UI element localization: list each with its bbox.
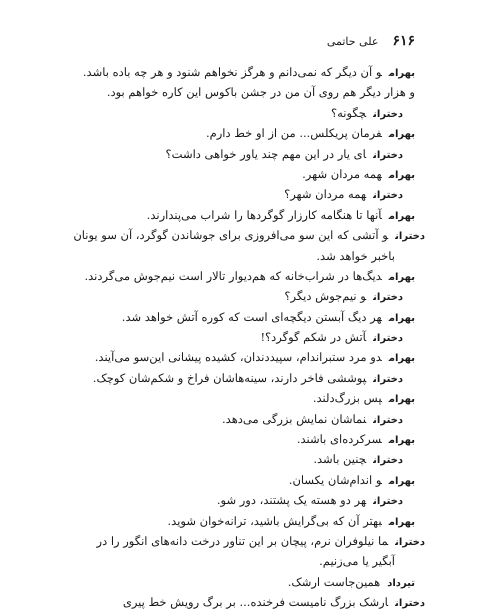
speaker-name: بهرام — [388, 394, 415, 406]
speaker-name: دختران — [373, 190, 403, 202]
speaker-name: دختران — [373, 108, 403, 120]
text-line — [50, 388, 425, 408]
text-line — [50, 531, 425, 551]
text-line — [50, 164, 425, 184]
speaker-name: بهرام — [388, 271, 415, 283]
speaker-name: دختران — [373, 149, 403, 161]
line-text: ما نیلوفران نرم، پیچان بر این تناور درخت دانه‌های انگور را در — [96, 533, 389, 548]
line-text: و نیم‌جوش دیگر؟ — [284, 289, 367, 304]
text-line — [50, 266, 425, 286]
line-text: و آتشی که این سو می‌افروزی برای جوشاندن گوگرد، آن سو یونان — [73, 228, 389, 243]
speaker-name: بهرام — [388, 435, 415, 447]
line-text: باخبر خواهد شد. — [316, 248, 395, 263]
text-line — [50, 490, 425, 510]
speaker-name: تیرداد — [387, 577, 415, 589]
speaker-name: بهرام — [388, 312, 415, 324]
line-text: همه مردان شهر. — [302, 166, 382, 181]
speaker-name: بهرام — [388, 68, 415, 79]
text-line — [50, 184, 425, 204]
line-text: و اندام‌شان یکسان. — [288, 472, 382, 487]
text-line — [50, 592, 425, 612]
speaker-name: بهرام — [388, 353, 415, 365]
line-text: دیگ‌ها در شراب‌خانه که هم‌دیوار تالار است نیم‌جوش می‌گردند. — [84, 268, 382, 283]
speaker-name: دختران — [395, 231, 425, 243]
speaker-name: دختران — [373, 496, 403, 508]
speaker-name: دختران — [373, 455, 403, 467]
text-line — [50, 347, 425, 367]
speaker-name: بهرام — [388, 129, 415, 141]
text-line — [50, 82, 425, 102]
line-text: نماشان نمایش بزرگی می‌دهد. — [222, 411, 367, 426]
text-line — [50, 62, 425, 82]
text-line — [50, 144, 425, 164]
line-text: و هزار دیگر هم روی آن من در جشن باکوس این کاره خواهم بود. — [106, 85, 415, 100]
line-text: ای یار در این مهم چند یاور خواهی داشت؟ — [165, 146, 367, 161]
line-text: پوششی فاخر دارند، سینه‌هاشان فراخ و شکم‌شان کوچک. — [92, 370, 367, 385]
text-line — [50, 368, 425, 388]
line-text: دو مرد ستبراندام، سپیددندان، کشیده پیشانی این‌سو می‌آیند. — [94, 350, 382, 365]
text-line — [50, 205, 425, 225]
line-text: هر دو هسته یک پشتند، دور شو. — [216, 493, 367, 508]
text-line — [50, 572, 425, 592]
speaker-name: بهرام — [388, 169, 415, 181]
line-text: آنها تا هنگامه کارزار گوگردها را شراب می‌پندارند. — [146, 207, 382, 222]
line-text: چگونه؟ — [330, 105, 367, 120]
line-text: بهتر آن که بی‌گرایش باشید، ترانه‌خوان شوید. — [167, 513, 382, 528]
speaker-name: دختران — [373, 414, 403, 426]
text-line — [50, 246, 425, 266]
line-text: فرمان پریکلس... من از او خط دارم. — [205, 126, 382, 141]
text-line — [50, 429, 425, 449]
line-text: آبگیر یا می‌زنیم. — [319, 554, 395, 569]
speaker-name: بهرام — [388, 516, 415, 528]
text-line — [50, 103, 425, 123]
line-text: و آن دیگر که نمی‌دانم و هرگز نخواهم شنود و هر چه باده باشد. — [82, 65, 382, 79]
text-line — [50, 327, 425, 347]
speaker-name: دختران — [395, 536, 425, 548]
play-text — [50, 62, 425, 613]
text-line — [50, 286, 425, 306]
speaker-name: دختران — [373, 333, 403, 345]
text-line — [50, 449, 425, 469]
line-text: سرکرده‌ای باشند. — [296, 432, 382, 447]
text-line — [50, 511, 425, 531]
text-line — [50, 551, 425, 571]
line-text: چنین باشد. — [313, 452, 367, 467]
page-header — [327, 33, 415, 49]
speaker-name: بهرام — [388, 210, 415, 222]
speaker-name: دختران — [373, 292, 403, 304]
speaker-name: دختران — [373, 373, 403, 385]
page-number: ۶۱۶ — [392, 33, 415, 49]
running-head-author: علی حاتمی — [326, 35, 379, 48]
speaker-name: بهرام — [388, 475, 415, 487]
text-line — [50, 225, 425, 245]
text-line — [50, 123, 425, 143]
text-line — [50, 409, 425, 429]
text-line — [50, 307, 425, 327]
line-text: ارشک بزرگ نامیست فرخنده... بر برگ رویش خط پیری — [122, 595, 389, 610]
line-text: آتش در شکم گوگرد؟! — [260, 330, 367, 345]
line-text: همه مردان شهر؟ — [284, 187, 367, 202]
line-text: هر دیگ آبستن دیگچه‌ای است که کوره آتش خواهد شد. — [121, 309, 382, 324]
text-line — [50, 470, 425, 490]
line-text: پس بزرگ‌دلند. — [312, 391, 382, 406]
line-text: همین‌جاست ارشک. — [287, 574, 381, 589]
speaker-name: دختران — [395, 598, 425, 610]
